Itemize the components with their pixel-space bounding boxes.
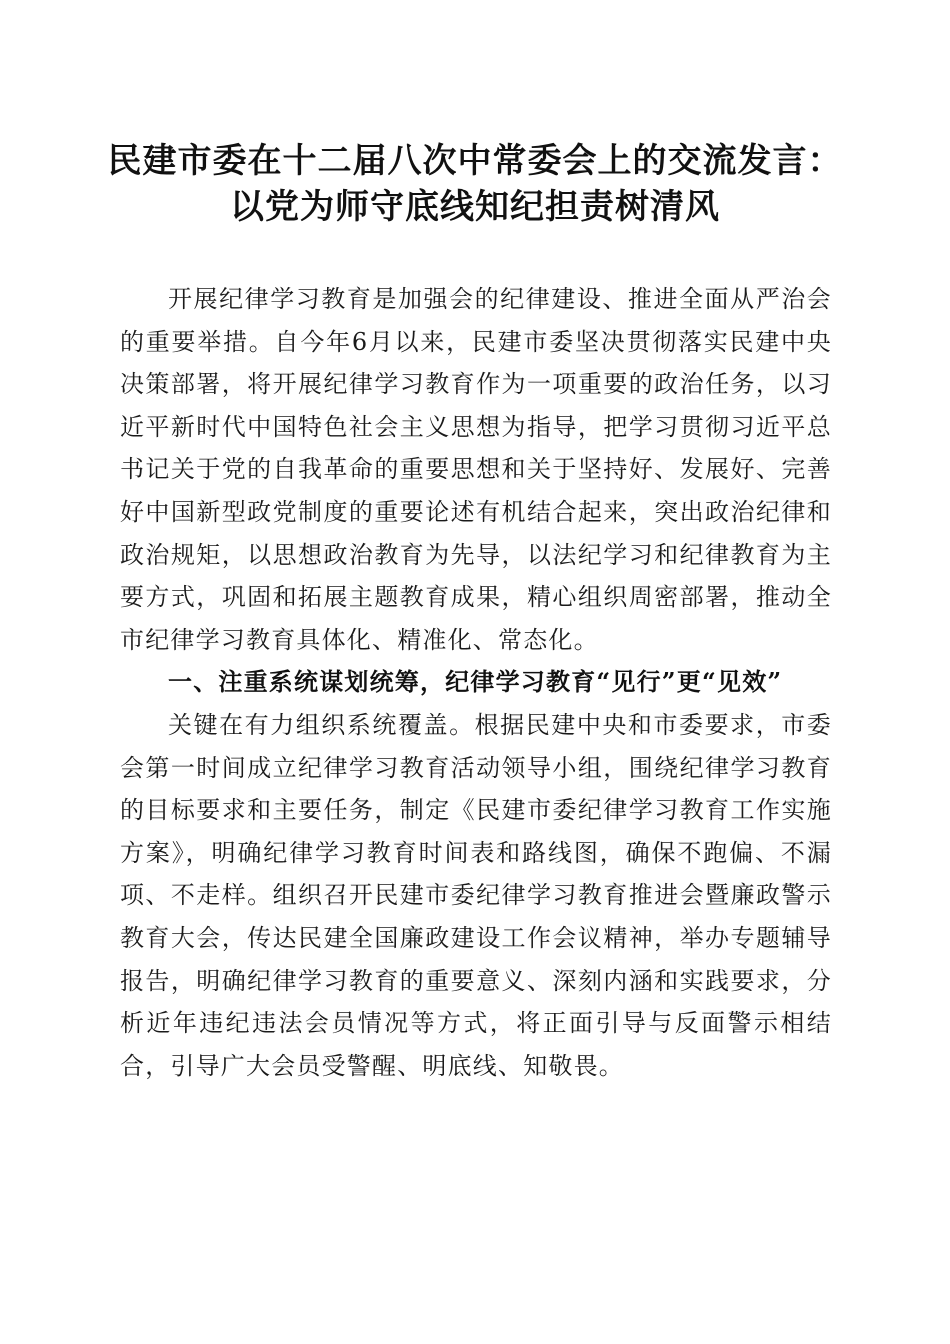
document-body: [120, 278, 832, 1087]
paragraph-section-1: 关键在有力组织系统覆盖。根据民建中央和市委要求，市委会第一时间成立纪律学习教育活动领导小组，围绕纪律学习教育的目标要求和主要任务，制定《民建市委纪律学习教育工作实施方案》，明确纪律学习教育时间表和路线图，确保不跑偏、不漏项、不走样。组织召开民建市委纪律学习教育推进会暨廉政警示教育大会，传达民建全国廉政建设工作会议精神，举办专题辅导报告，明确纪律学习教育的重要意义、深刻内涵和实践要求，分析近年违纪违法会员情况等方式，将正面引导与反面警示相结合，引导广大会员受警醒、明底线、知敬畏。: [120, 710, 832, 1080]
title-line-2: 以党为师守底线知纪担责树清风: [230, 187, 720, 227]
section-heading-1: 一、注重系统谋划统筹，纪律学习教育“见行”更“见效”: [168, 667, 783, 697]
title-line-1: 民建市委在十二届八次中常委会上的交流发言：: [107, 141, 843, 181]
document-title: [100, 138, 850, 230]
paragraph-intro: 开展纪律学习教育是加强会的纪律建设、推进全面从严治会的重要举措。自今年6月以来，民建市委坚决贯彻落实民建中央决策部署，将开展纪律学习教育作为一项重要的政治任务，以习近平新时代中国特色社会主义思想为指导，把学习贯彻习近平总书记关于党的自我革命的重要思想和关于坚持好、发展好、完善好中国新型政党制度的重要论述有机结合起来，突出政治纪律和政治规矩，以思想政治教育为先导，以法纪学习和纪律教育为主要方式，巩固和拓展主题教育成果，精心组织周密部署，推动全市纪律学习教育具体化、精准化、常态化。: [120, 285, 832, 654]
